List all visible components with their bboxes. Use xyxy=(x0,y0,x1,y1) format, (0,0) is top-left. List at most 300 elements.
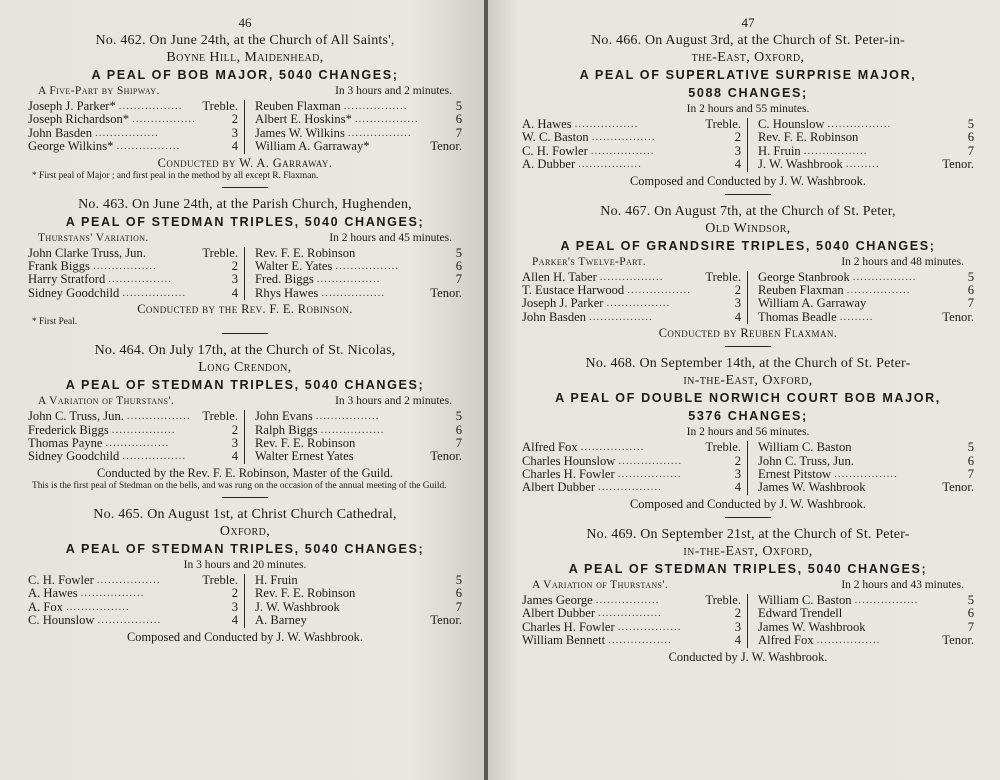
ringer-name: Joseph J. Parker xyxy=(522,296,604,311)
bell-position: 7 xyxy=(455,272,462,287)
right-page xyxy=(488,0,1000,780)
bell-position: Treble. xyxy=(202,99,238,113)
ringer-row xyxy=(522,271,741,284)
leader-dots: ................. xyxy=(96,573,161,586)
leader-dots: ................. xyxy=(627,284,691,297)
leader-dots: ................. xyxy=(354,113,419,126)
page-number-left: 46 xyxy=(238,15,252,30)
ringers-right-column xyxy=(748,441,974,495)
peal-title: A PEAL OF DOUBLE NORWICH COURT BOB MAJOR, xyxy=(555,391,941,406)
ringers-left-column xyxy=(28,410,245,464)
ringer-row xyxy=(255,127,462,140)
composition-note: Thurstans' Variation. xyxy=(38,231,149,244)
ringer-name: Edward Trendell xyxy=(758,606,843,621)
leader-dots xyxy=(355,587,448,600)
ringer-name: Albert E. Hoskins* xyxy=(255,112,352,127)
peal-subline xyxy=(28,84,462,99)
heading-line: Old Windsor, xyxy=(705,220,791,236)
bell-position: 5 xyxy=(967,269,974,284)
leader-dots xyxy=(340,601,448,614)
bell-position: Tenor. xyxy=(942,633,974,648)
leader-dots: ................. xyxy=(617,468,682,481)
ringer-name: Charles H. Fowler xyxy=(522,619,615,634)
leader-dots: ................. xyxy=(591,131,656,144)
ringer-name: C. H. Fowler xyxy=(28,572,94,587)
ringer-row xyxy=(255,601,462,614)
bell-position: 2 xyxy=(734,453,741,468)
ringer-name: A. Hawes xyxy=(28,586,78,601)
bell-position: 7 xyxy=(455,599,462,614)
peal-title: A PEAL OF STEDMAN TRIPLES, 5040 CHANGES; xyxy=(65,541,425,556)
bell-position: 4 xyxy=(231,613,238,628)
ringer-name: Sidney Goodchild xyxy=(28,449,120,464)
heading-line: Oxford, xyxy=(219,523,271,539)
ringer-row xyxy=(758,131,974,144)
heading-line: No. 462. On June 24th, at the Church of All Saints', xyxy=(95,33,395,48)
leader-dots xyxy=(354,450,426,463)
ringer-row xyxy=(28,287,238,300)
leader-dots xyxy=(298,574,448,587)
conductor-line: Conducted by the Rev. F. E. Robinson, Master of the Guild. xyxy=(97,465,393,480)
leader-dots: ................. xyxy=(598,607,662,620)
bell-position: 6 xyxy=(967,453,974,468)
heading-line: No. 465. On August 1st, at Christ Church Cathedral, xyxy=(93,506,397,522)
bell-position: Treble. xyxy=(202,245,238,260)
ringers-table xyxy=(28,247,462,301)
leader-dots: ................. xyxy=(315,410,380,423)
peal-subline xyxy=(522,255,974,270)
ringer-row xyxy=(28,113,238,126)
ringer-name: Frederick Biggs xyxy=(28,422,109,437)
peal-title: A PEAL OF BOB MAJOR, 5040 CHANGES; xyxy=(91,68,399,82)
leader-dots: ................. xyxy=(854,593,919,606)
leader-dots: ................. xyxy=(846,284,911,297)
ringer-row xyxy=(758,441,974,454)
bell-position: Treble. xyxy=(202,572,238,587)
leader-dots: ......... xyxy=(839,310,874,323)
composition-note: A Variation of Thurstans'. xyxy=(532,578,669,591)
ringer-name: Joseph J. Parker* xyxy=(28,99,116,113)
ringer-name: C. H. Fowler xyxy=(522,143,588,158)
bell-position: 7 xyxy=(967,619,974,634)
ringer-name: George Stanbrook xyxy=(758,269,850,284)
ringer-name: Rev. F. E. Robinson xyxy=(758,130,859,145)
heading-line: in-the-East, Oxford, xyxy=(683,373,813,389)
ringer-name: John Basden xyxy=(28,125,93,140)
ringer-row xyxy=(255,450,462,463)
ringer-row xyxy=(255,247,462,260)
conductor-line: Conducted by W. A. Garraway. xyxy=(157,155,333,170)
bell-position: Treble. xyxy=(705,440,741,455)
bell-position: 4 xyxy=(734,309,741,324)
ringer-name: William Bennett xyxy=(522,633,606,648)
ringer-row xyxy=(28,273,238,286)
section-divider xyxy=(222,333,268,334)
leader-dots: ................. xyxy=(343,100,408,112)
ringer-row xyxy=(522,481,741,494)
ringer-name: A. Fox xyxy=(28,599,63,614)
ringer-row xyxy=(758,468,974,481)
bell-position: 3 xyxy=(231,272,238,287)
bell-position: Tenor. xyxy=(942,480,974,495)
ringer-row xyxy=(28,260,238,273)
bell-position: 6 xyxy=(967,606,974,621)
ringer-row xyxy=(522,297,741,310)
peal-title: A PEAL OF GRANDSIRE TRIPLES, 5040 CHANGES; xyxy=(560,238,936,253)
leader-dots: ................. xyxy=(132,113,196,126)
bell-position: 7 xyxy=(967,467,974,482)
bell-position: 4 xyxy=(734,480,741,495)
ringers-table xyxy=(522,441,974,495)
bell-position: 5 xyxy=(967,592,974,607)
ringer-name: C. Hounslow xyxy=(28,613,95,628)
ringers-table xyxy=(522,271,974,325)
peal-title: A PEAL OF STEDMAN TRIPLES, 5040 CHANGES; xyxy=(65,378,425,393)
ringers-left-column xyxy=(28,247,245,301)
leader-dots: ................. xyxy=(578,158,642,171)
ringer-row xyxy=(758,145,974,158)
ringer-name: Walter Ernest Yates xyxy=(255,449,354,464)
ringers-table xyxy=(28,410,462,464)
ringer-row xyxy=(255,614,462,627)
heading-line: No. 467. On August 7th, at the Church of St. Peter, xyxy=(600,203,896,219)
ringer-name: Frank Biggs xyxy=(28,259,90,274)
leader-dots: ................. xyxy=(111,423,176,436)
footnote: * First peal of Major ; and first peal in the method by all except R. Flaxman. xyxy=(32,170,319,181)
peal-title: A PEAL OF SUPERLATIVE SURPRISE MAJOR, xyxy=(579,68,917,82)
ringer-name: H. Fruin xyxy=(758,143,801,158)
conductor-line: Conducted by J. W. Washbrook. xyxy=(668,649,828,664)
composition-note: Parker's Twelve-Part. xyxy=(532,255,646,268)
bell-position: Tenor. xyxy=(430,139,462,154)
ringer-name: Albert Dubber xyxy=(522,480,596,495)
leader-dots: ................. xyxy=(92,260,157,273)
ringer-row xyxy=(758,607,974,620)
ringer-name: J. W. Washbrook xyxy=(255,599,340,614)
leader-dots: ................. xyxy=(618,454,683,467)
ringer-row xyxy=(522,131,741,144)
heading-line: Boyne Hill, Maidenhead, xyxy=(166,50,324,65)
ringer-row xyxy=(28,247,238,260)
conductor-line: Conducted by Reuben Flaxman. xyxy=(658,326,838,341)
leader-dots xyxy=(842,607,960,620)
leader-dots: ................. xyxy=(321,286,386,299)
leader-dots: ......... xyxy=(845,158,880,171)
ringers-right-column xyxy=(748,118,974,172)
ringer-name: Reuben Flaxman xyxy=(758,283,844,298)
leader-dots: ................. xyxy=(97,614,162,627)
ringer-name: Harry Stratford xyxy=(28,272,106,287)
ringer-name: Joseph Richardson* xyxy=(28,112,130,127)
duration: In 2 hours and 56 minutes. xyxy=(686,426,810,439)
duration: In 2 hours and 45 minutes. xyxy=(329,231,452,244)
ringer-name: James W. Washbrook xyxy=(758,480,866,495)
leader-dots: ................. xyxy=(617,620,682,633)
ringer-row xyxy=(522,284,741,297)
composition-note: A Variation of Thurstans'. xyxy=(38,395,175,408)
left-page xyxy=(0,0,484,780)
ringers-left-column xyxy=(522,594,748,648)
peal-heading xyxy=(28,196,462,213)
bell-position: 4 xyxy=(231,139,238,154)
peal-record-465 xyxy=(28,506,462,645)
leader-dots: ................. xyxy=(606,297,671,310)
ringer-row xyxy=(758,297,974,310)
ringer-name: A. Barney xyxy=(255,613,307,628)
ringer-row xyxy=(758,118,974,131)
bell-position: 2 xyxy=(231,586,238,601)
bell-position: 2 xyxy=(734,130,741,145)
ringer-row xyxy=(758,455,974,468)
leader-dots xyxy=(146,247,202,260)
bell-position: 3 xyxy=(231,599,238,614)
ringer-row xyxy=(28,127,238,140)
ringer-name: W. C. Baston xyxy=(522,130,589,145)
bell-position: 2 xyxy=(734,606,741,621)
footnote: * First Peal. xyxy=(32,317,78,328)
ringer-row xyxy=(522,621,741,634)
leader-dots: ................. xyxy=(598,481,662,494)
leader-dots xyxy=(355,247,448,260)
leader-dots: ................. xyxy=(580,441,645,454)
leader-dots: ................. xyxy=(95,126,159,139)
peal-heading xyxy=(522,32,974,66)
ringer-row xyxy=(255,424,462,437)
ringer-name: Alfred Fox xyxy=(522,440,578,455)
duration: In 3 hours and 2 minutes. xyxy=(335,395,452,408)
leader-dots: ................. xyxy=(105,437,170,450)
ringer-name: Sidney Goodchild xyxy=(28,285,120,300)
bell-position: 3 xyxy=(231,436,238,451)
peal-subline xyxy=(522,578,974,593)
bell-position: 4 xyxy=(734,633,741,648)
duration: In 2 hours and 48 minutes. xyxy=(841,255,964,268)
ringer-row xyxy=(255,113,462,126)
peal-subline xyxy=(522,425,974,440)
bell-position: Treble. xyxy=(705,269,741,284)
bell-position: 7 xyxy=(455,125,462,140)
peal-heading xyxy=(28,342,462,376)
ringer-row xyxy=(28,450,238,463)
ringer-name: A. Hawes xyxy=(522,117,572,131)
duration: In 2 hours and 43 minutes. xyxy=(841,578,964,591)
leader-dots: ................. xyxy=(66,600,130,613)
ringer-name: Allen H. Taber xyxy=(522,269,597,284)
ringer-row xyxy=(758,634,974,647)
ringer-row xyxy=(28,601,238,614)
ringer-name: Albert Dubber xyxy=(522,606,596,621)
heading-line: No. 468. On September 14th, at the Church of St. Peter- xyxy=(585,356,911,372)
ringers-right-column xyxy=(748,271,974,325)
ringer-row xyxy=(758,311,974,324)
ringer-row xyxy=(522,634,741,647)
section-divider xyxy=(725,346,771,347)
ringer-row xyxy=(522,158,741,171)
ringer-name: William A. Garraway xyxy=(758,296,867,311)
peal-record-468 xyxy=(522,355,974,512)
duration: In 2 hours and 55 minutes. xyxy=(686,103,810,115)
bell-position: Tenor. xyxy=(942,157,974,172)
peal-record-469 xyxy=(522,526,974,665)
peal-subline xyxy=(28,231,462,246)
page-number-right: 47 xyxy=(741,15,755,30)
leader-dots: ................. xyxy=(595,593,660,606)
heading-line: No. 466. On August 3rd, at the Church of St. Peter-in- xyxy=(591,33,905,48)
bell-position: 2 xyxy=(231,112,238,127)
leader-dots: ................. xyxy=(122,286,187,299)
leader-dots: ................. xyxy=(116,140,181,153)
peal-heading xyxy=(522,355,974,389)
leader-dots: ................. xyxy=(834,468,898,481)
ringer-row xyxy=(255,100,462,113)
ringers-right-column xyxy=(245,100,462,154)
ringer-row xyxy=(255,140,462,153)
leader-dots: ................. xyxy=(108,273,173,286)
ringer-name: Rhys Hawes xyxy=(255,285,319,300)
ringer-name: Fred. Biggs xyxy=(255,272,314,287)
leader-dots: ................. xyxy=(589,310,653,323)
ringer-name: Reuben Flaxman xyxy=(255,99,341,113)
ringers-right-column xyxy=(245,574,462,628)
ringer-name: John Clarke Truss, Jun. xyxy=(28,245,146,260)
leader-dots xyxy=(852,441,960,454)
ringer-name: Ernest Pitstow xyxy=(758,467,832,482)
bell-position: 5 xyxy=(967,440,974,455)
ringer-name: George Wilkins* xyxy=(28,139,114,154)
peal-heading xyxy=(522,203,974,237)
ringer-name: John C. Truss, Jun. xyxy=(758,453,854,468)
bell-position: 2 xyxy=(231,259,238,274)
leader-dots: ................. xyxy=(320,423,385,436)
leader-dots xyxy=(858,131,960,144)
conductor-line: Composed and Conducted by J. W. Washbrook. xyxy=(127,629,363,644)
ringer-row xyxy=(28,100,238,113)
leader-dots: ................. xyxy=(80,587,145,600)
leader-dots: ................. xyxy=(827,118,892,130)
leader-dots: ................. xyxy=(599,270,664,283)
leader-dots: ................. xyxy=(574,118,639,130)
bell-position: 6 xyxy=(967,130,974,145)
ringer-name: H. Fruin xyxy=(255,572,298,587)
ringer-row xyxy=(255,410,462,423)
ringer-name: James George xyxy=(522,592,593,607)
ringers-table xyxy=(28,574,462,628)
bell-position: 3 xyxy=(734,467,741,482)
ringer-row xyxy=(522,455,741,468)
bell-position: 3 xyxy=(734,619,741,634)
bell-position: 4 xyxy=(231,285,238,300)
ringer-row xyxy=(28,614,238,627)
conductor-line: Composed and Conducted by J. W. Washbrook. xyxy=(630,173,866,188)
leader-dots: ................. xyxy=(803,144,868,157)
ringer-row xyxy=(522,594,741,607)
bell-position: 5 xyxy=(455,409,462,424)
ringer-name: Alfred Fox xyxy=(758,633,814,648)
bell-position: 4 xyxy=(734,157,741,172)
leader-dots xyxy=(866,481,938,494)
ringer-name: William A. Garraway* xyxy=(255,139,370,154)
ringers-left-column xyxy=(522,441,748,495)
leader-dots xyxy=(307,614,426,627)
ringer-name: Thomas Payne xyxy=(28,436,103,451)
heading-line: No. 464. On July 17th, at the Church of St. Nicolas, xyxy=(94,343,396,359)
peal-title: A PEAL OF STEDMAN TRIPLES, 5040 CHANGES; xyxy=(65,214,425,229)
ringer-name: James W. Washbrook xyxy=(758,619,866,634)
ringer-row xyxy=(255,287,462,300)
ringers-left-column xyxy=(28,574,245,628)
bell-position: 5 xyxy=(455,572,462,587)
conductor-line: Conducted by the Rev. F. E. Robinson. xyxy=(137,302,353,317)
leader-dots: ................. xyxy=(852,270,917,283)
conductor-line: Composed and Conducted by J. W. Washbrook. xyxy=(630,496,866,511)
leader-dots xyxy=(370,140,426,153)
leader-dots xyxy=(355,437,448,450)
ringers-table xyxy=(28,100,462,154)
ringer-row xyxy=(255,574,462,587)
bell-position: 6 xyxy=(455,259,462,274)
leader-dots xyxy=(866,621,960,634)
bell-position: 7 xyxy=(967,296,974,311)
heading-line: No. 469. On September 21st, at the Church of St. Peter- xyxy=(586,526,910,542)
section-divider xyxy=(725,194,771,195)
section-divider xyxy=(725,517,771,518)
ringer-name: Rev. F. E. Robinson xyxy=(255,436,356,451)
peal-heading xyxy=(28,32,462,66)
ringer-name: Thomas Beadle xyxy=(758,309,837,324)
bell-position: 3 xyxy=(231,125,238,140)
ringer-name: Ralph Biggs xyxy=(255,422,318,437)
ringers-table xyxy=(522,118,974,172)
bell-position: 6 xyxy=(455,112,462,127)
peal-title: A PEAL OF STEDMAN TRIPLES, 5040 CHANGES; xyxy=(568,561,928,576)
ringer-row xyxy=(758,621,974,634)
ringers-left-column xyxy=(28,100,245,154)
peal-title-continued: 5376 CHANGES; xyxy=(688,409,808,424)
ringer-name: Rev. F. E. Robinson xyxy=(255,245,356,260)
bell-position: Treble. xyxy=(705,117,741,131)
ringer-name: Rev. F. E. Robinson xyxy=(255,586,356,601)
peal-heading xyxy=(522,526,974,560)
heading-line: the-East, Oxford, xyxy=(691,50,805,65)
bell-position: 7 xyxy=(455,436,462,451)
leader-dots: ................. xyxy=(335,260,400,273)
leader-dots: ................. xyxy=(122,450,187,463)
ringer-name: James W. Wilkins xyxy=(255,125,345,140)
leader-dots: ................. xyxy=(126,410,191,423)
composition-note: A Five-Part by Shipway. xyxy=(38,85,160,97)
bell-position: 2 xyxy=(231,422,238,437)
ringer-row xyxy=(758,481,974,494)
peal-record-467 xyxy=(522,203,974,342)
bell-position: Treble. xyxy=(202,409,238,424)
ringer-name: Walter E. Yates xyxy=(255,259,333,274)
section-divider xyxy=(222,497,268,498)
bell-position: 6 xyxy=(967,283,974,298)
ringer-name: C. Hounslow xyxy=(758,117,825,131)
duration: In 3 hours and 20 minutes. xyxy=(183,558,307,571)
bell-position: 3 xyxy=(734,143,741,158)
ringer-row xyxy=(255,587,462,600)
ringer-row xyxy=(255,260,462,273)
peal-title-continued: 5088 CHANGES; xyxy=(688,86,808,100)
leader-dots: ................. xyxy=(118,100,183,112)
ringer-name: T. Eustace Harwood xyxy=(522,283,625,298)
leader-dots: ................. xyxy=(608,634,672,647)
ringer-row xyxy=(28,574,238,587)
ringer-row xyxy=(522,145,741,158)
ringer-row xyxy=(28,437,238,450)
ringer-row xyxy=(522,468,741,481)
